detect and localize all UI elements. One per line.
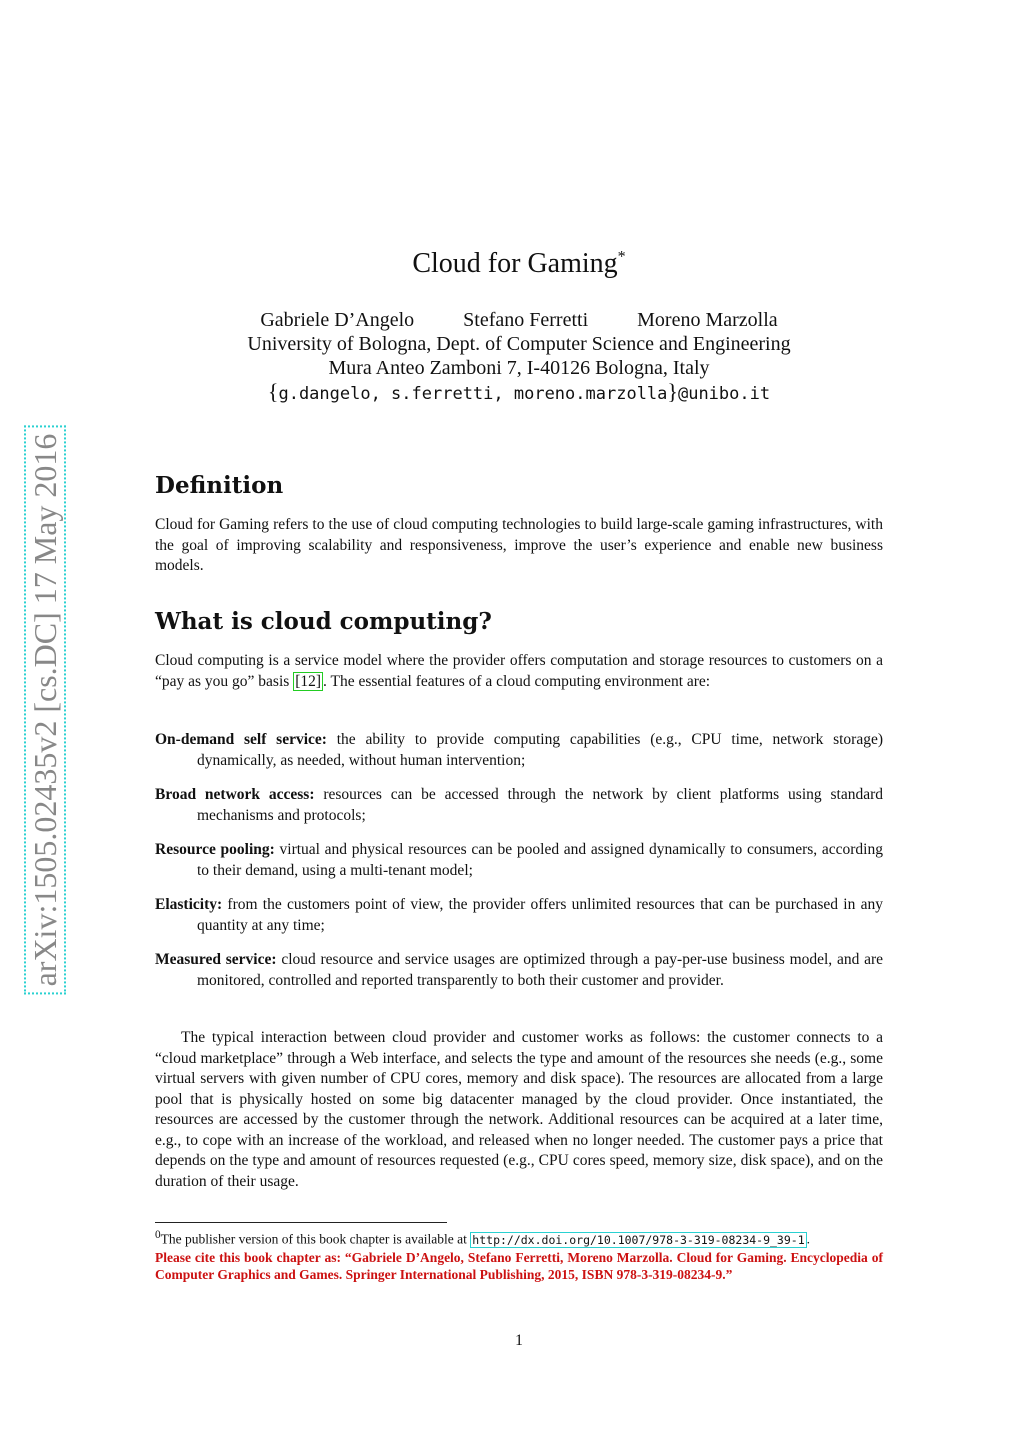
author-name: Gabriele D’Angelo — [260, 309, 415, 331]
email-close-brace: } — [667, 379, 678, 404]
item-term: On-demand self service: — [155, 731, 327, 748]
page-number: 1 — [515, 1332, 523, 1349]
interaction-paragraph: The typical interaction between cloud provider and customer works as follows: the customer connects to a “cloud marketplace” through a Web interface, and selects the type and amount of the resources she needs (e.g., some virtual servers with given number of CPU cores, memory and disk space). The resources are allocated from a large pool that is physically hosted on some big datacenter managed by the cloud provider. Once instantiated, the resources are accessed by the customer through the network. Additional resources can be acquired at a later time, e.g., to cope with an increase of the workload, and released when no longer needed. The customer pays a price that depends on the type and amount of resources requested (e.g., CPU cores speed, memory size, disk space), and on the duration of their usage. — [155, 1029, 883, 1190]
section-heading-cloud-computing: What is cloud computing? — [155, 608, 492, 635]
title-footnote-mark: * — [617, 248, 626, 266]
footnote-text: The publisher version of this book chapter is available at — [160, 1231, 471, 1247]
email-open-brace: { — [267, 379, 279, 404]
definition-paragraph: Cloud for Gaming refers to the use of cloud computing technologies to build large-scale gaming infrastructures, with the goal of improving scalability and responsiveness, improve the user’s experience and enable new business models. — [155, 516, 883, 574]
email-list: g.dangelo, s.ferretti, moreno.marzolla — [278, 384, 668, 404]
author-block — [155, 308, 883, 406]
author-names — [155, 308, 883, 332]
intro-text: Cloud computing is a service model where the provider offers computation and storage resources to customers on a “pay as you go” basis — [155, 652, 883, 690]
item-text: virtual and physical resources can be pooled and assigned dynamically to consumers, according to their demand, using a multi-tenant model; — [197, 841, 883, 879]
address: Mura Anteo Zamboni 7, I-40126 Bologna, Italy — [328, 357, 710, 379]
citation-note: Please cite this book chapter as: “Gabriele D’Angelo, Stefano Ferretti, Moreno Marzolla. Cloud for Gaming. Encyclopedia of Computer Graphics and Games. Springer International Publishing, 2015, ISBN 978-3-319-08234-9.” — [155, 1249, 883, 1282]
doi-link[interactable]: http://dx.doi.org/10.1007/978-3-319-08234-9_39-1 — [472, 1232, 805, 1247]
list-item — [155, 785, 883, 826]
item-term: Resource pooling: — [155, 841, 275, 858]
feature-list — [155, 730, 883, 1005]
author-name: Moreno Marzolla — [637, 309, 778, 331]
list-item — [155, 895, 883, 936]
item-text: cloud resource and service usages are optimized through a pay-per-use business model, and are monitored, controlled and reported transparently to both their customer and provider. — [197, 951, 884, 989]
item-term: Broad network access: — [155, 786, 315, 803]
cloud-intro-paragraph — [155, 651, 883, 692]
footnote-rule — [155, 1222, 447, 1223]
item-term: Measured service: — [155, 951, 277, 968]
intro-text-end: . The essential features of a cloud computing environment are: — [323, 672, 711, 690]
email-line — [155, 380, 883, 406]
author-name: Stefano Ferretti — [463, 309, 589, 331]
item-text: resources can be accessed through the network by client platforms using standard mechanisms and protocols; — [197, 786, 884, 824]
footnote-mark: 0 — [155, 1229, 161, 1241]
footnote — [155, 1227, 883, 1283]
arxiv-stamp-label[interactable]: arXiv:1505.02435v2 [cs.DC] 17 May 2016 — [24, 426, 66, 995]
citation-link[interactable]: [12] — [295, 672, 322, 690]
arxiv-stamp[interactable] — [24, 400, 66, 1020]
section-heading-definition: Definition — [155, 472, 284, 499]
item-text: the ability to provide computing capabilities (e.g., CPU time, network storage) dynamically, as needed, without human intervention; — [197, 731, 884, 769]
list-item — [155, 950, 883, 991]
footnote-period: . — [806, 1231, 811, 1247]
affiliation: University of Bologna, Dept. of Computer Science and Engineering — [247, 333, 791, 355]
list-item — [155, 840, 883, 881]
item-term: Elasticity: — [155, 896, 223, 913]
title-text: Cloud for Gaming — [412, 248, 618, 279]
item-text: from the customers point of view, the provider offers unlimited resources that can be purchased in any quantity at any time; — [197, 896, 883, 934]
footnote-line — [155, 1227, 883, 1249]
list-item — [155, 730, 883, 771]
paper-title — [155, 248, 883, 280]
email-domain: @unibo.it — [677, 384, 771, 404]
